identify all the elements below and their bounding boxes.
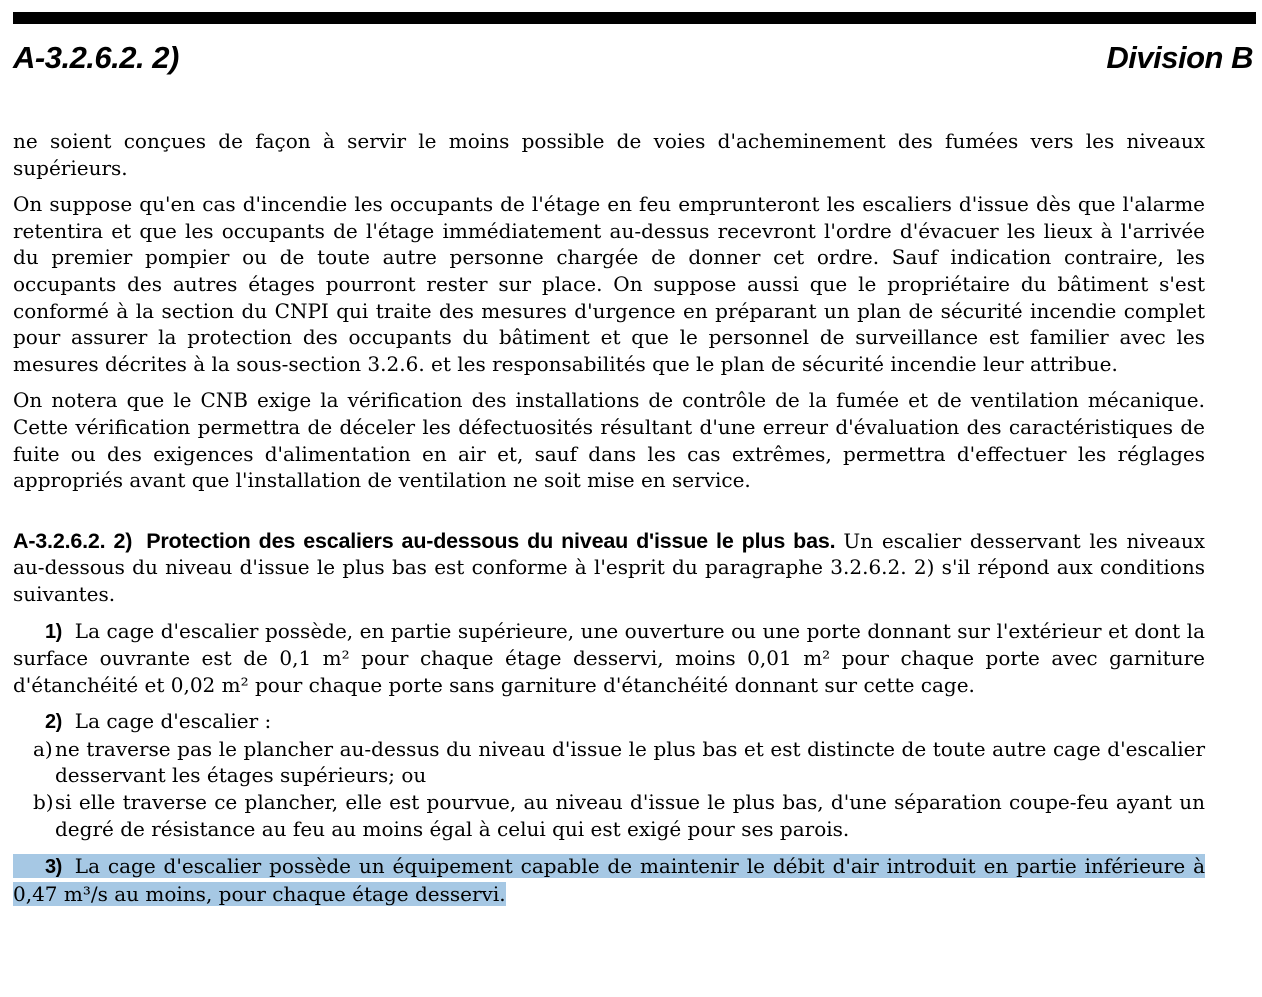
sub-item-b — [33, 789, 1205, 842]
list-item-1 — [13, 618, 1205, 699]
paragraph-1: ne soient conçues de façon à servir le moins possible de voies d'acheminement des fumées vers les niveaux supérieurs. — [13, 129, 1205, 180]
top-rule — [13, 12, 1256, 24]
sub-list — [13, 736, 1205, 842]
section-heading-number: A-3.2.6.2. 2) — [13, 528, 133, 553]
paragraph-3: On notera que le CNB exige la vérification des installations de contrôle de la fumée et de ventilation mécanique. Cette vérification permettra de déceler les défectuosités résultant d'une erreur d'évaluation des caractéristiques de fuite ou des exigences d'alimentation en air et, sauf dans les cas extrêmes, permettra d'effectuer les réglages appropriés avant que l'installation de ventilation ne soit mise en service. — [13, 388, 1205, 493]
paragraph-2: On suppose qu'en cas d'incendie les occupants de l'étage en feu emprunteront les escaliers d'issue dès que l'alarme retentira et que les occupants de l'étage immédiatement au-dessus recevront l'ordre d'évacuer les lieux à l'arrivée du premier pompier ou de toute autre personne chargée de donner cet ordre. Sauf indication contraire, les occupants des autres étages pourront rester sur place. On suppose aussi que le propriétaire du bâtiment s'est conformé à la section du CNPI qui traite des mesures d'urgence en préparant un plan de sécurité incendie complet pour assurer la protection des occupants du bâtiment et que le personnel de surveillance est familier avec les mesures décrites à la sous-section 3.2.6. et les responsabilités que le plan de sécurité incendie leur attribue. — [13, 192, 1205, 376]
header-section-number: A-3.2.6.2. 2) — [13, 40, 179, 75]
item-3-text: La cage d'escalier possède un équipement capable de maintenir le débit d'air introduit en partie inférieure à 0,47 m³/s au moins, pour chaque étage desservi. — [13, 854, 1205, 906]
section-lead-text: Un escalier desservant les niveaux au-dessous du niveau d'issue le plus bas est conforme à l'esprit du paragraphe 3.2.6.2. 2) s'il répond aux conditions suivantes. — [13, 528, 1205, 606]
sub-item-b-text: si elle traverse ce plancher, elle est pourvue, au niveau d'issue le plus bas, d'une séparation coupe-feu ayant un degré de résistance au feu au moins égal à celui qui est exigé pour ses parois. — [55, 790, 1205, 841]
item-3-number: 3) — [45, 856, 62, 879]
section-heading-paragraph — [13, 528, 1205, 608]
list-item-2 — [13, 708, 1205, 736]
selected-text-highlight — [13, 854, 1205, 906]
list-item-3 — [13, 853, 1205, 907]
item-2-number: 2) — [45, 711, 62, 734]
header-division: Division B — [1106, 40, 1253, 75]
document-body — [13, 128, 1205, 907]
item-2-text: La cage d'escalier : — [74, 709, 272, 734]
sub-item-a — [33, 736, 1205, 789]
sub-item-b-letter: b) — [33, 790, 54, 815]
page-header — [13, 40, 1253, 76]
sub-item-a-letter: a) — [33, 736, 53, 761]
sub-item-a-text: ne traverse pas le plancher au-dessus du niveau d'issue le plus bas et est distincte de toute autre cage d'escalier desservant les étages supérieurs; ou — [55, 736, 1205, 788]
item-1-number: 1) — [45, 620, 62, 643]
item-1-text: La cage d'escalier possède, en partie supérieure, une ouverture ou une porte donnant sur l'extérieur et dont la surface ouvrante est de 0,1 m² pour chaque étage desservi, moins 0,01 m² pour chaque porte avec garniture d'étanchéité et 0,02 m² pour chaque porte sans garniture d'étanchéité donnant sur cette cage. — [13, 618, 1205, 697]
section-heading-title: Protection des escaliers au-dessous du niveau d'issue le plus bas. — [146, 528, 836, 553]
